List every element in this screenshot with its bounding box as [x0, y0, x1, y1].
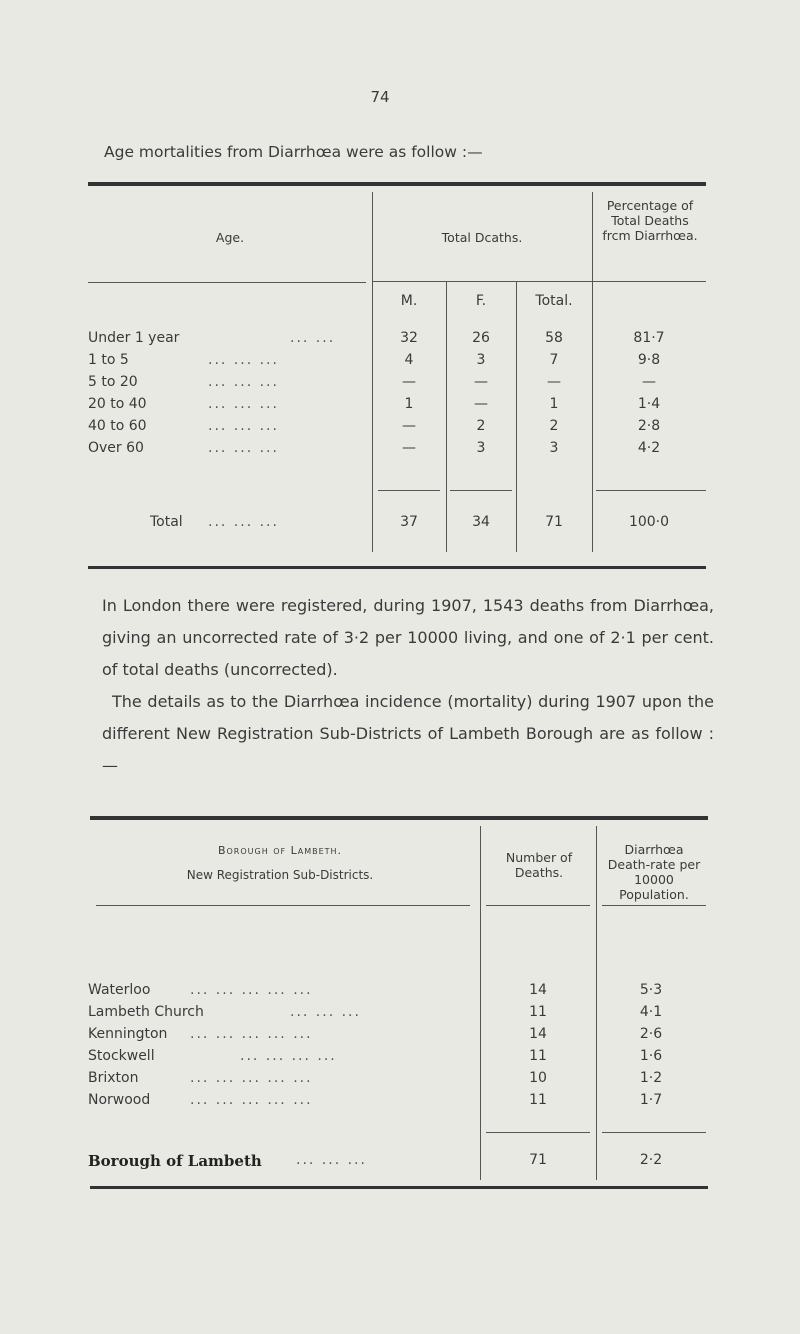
cell-percentage: 9·8 [637, 352, 661, 368]
cell-percentage: 4·2 [637, 440, 661, 456]
death-rate: 1·7 [639, 1092, 663, 1108]
total-percentage: 100·0 [628, 514, 670, 530]
leader-dots: ... ... ... [208, 352, 279, 368]
cell-percentage: 2·8 [637, 418, 661, 434]
deaths-count: 14 [529, 982, 547, 998]
column-divider [446, 282, 447, 552]
column-divider [372, 192, 373, 552]
table-bottom-rule [88, 566, 706, 569]
page-number: 74 [370, 88, 390, 106]
column-divider [480, 826, 481, 1180]
cell-f: 2 [476, 418, 486, 434]
cell-total: 1 [549, 396, 559, 412]
cell-total: 58 [545, 330, 563, 346]
deaths-count: 11 [529, 1004, 547, 1020]
death-rate: 5·3 [639, 982, 663, 998]
cell-total: 2 [549, 418, 559, 434]
subdistrict-name: Stockwell [88, 1048, 155, 1064]
leader-dots: ... ... ... [208, 418, 279, 434]
cell-f: — [474, 396, 488, 412]
paragraph-london: In London there were registered, during 1907, 1543 deaths from Diarrhœa, giving an uncorrected rate of 3·2 per 10000 living, and one of 2·1 per cent. of total deaths (uncorrected). [102, 596, 714, 679]
intro-text: Age mortalities from Diarrhœa were as follow :— [104, 143, 483, 161]
leader-dots: ... ... ... ... ... [190, 1026, 313, 1042]
subdistrict-name: Kennington [88, 1026, 168, 1042]
death-rate: 1·6 [639, 1048, 663, 1064]
header-rule [96, 905, 470, 906]
total-m: 37 [400, 514, 418, 530]
table-top-rule [90, 816, 708, 820]
leader-dots: ... ... ... ... ... [190, 1070, 313, 1086]
header-borough: Borough of Lambeth. [217, 844, 343, 857]
leader-dots: ... ... ... ... [240, 1048, 337, 1064]
header-number-of-deaths: Number of Deaths. [505, 850, 573, 880]
header-rule [372, 281, 706, 282]
subdistrict-name: Norwood [88, 1092, 151, 1108]
deaths-count: 10 [529, 1070, 547, 1086]
row-label: 40 to 60 [88, 418, 147, 434]
cell-total: 3 [549, 440, 559, 456]
total-label: Total [150, 514, 183, 530]
cell-m: 32 [400, 330, 418, 346]
cell-total: — [547, 374, 561, 390]
cell-f: 26 [472, 330, 490, 346]
table-bottom-rule [90, 1186, 708, 1189]
leader-dots: ... ... ... [290, 1004, 361, 1020]
row-label: Under 1 year [88, 330, 180, 346]
header-percentage: Percentage of Total Deaths frcm Diarrhœa. [602, 198, 698, 243]
death-rate: 2·6 [639, 1026, 663, 1042]
leader-dots: ... ... [290, 330, 336, 346]
header-rule [486, 905, 590, 906]
subheader-m: M. [400, 293, 418, 309]
total-label: Borough of Lambeth [88, 1152, 262, 1170]
cell-m: 4 [404, 352, 414, 368]
total-rule [450, 490, 512, 491]
total-f: 34 [472, 514, 490, 530]
subdistrict-name: Lambeth Church [88, 1004, 204, 1020]
cell-m: 1 [404, 396, 414, 412]
leader-dots: ... ... ... [208, 514, 279, 530]
subheader-total: Total. [535, 293, 573, 309]
header-age: Age. [215, 230, 245, 245]
column-divider [596, 826, 597, 1180]
total-rule [602, 1132, 706, 1133]
cell-m: — [402, 440, 416, 456]
total-rule [596, 490, 706, 491]
cell-percentage: 81·7 [633, 330, 665, 346]
deaths-count: 14 [529, 1026, 547, 1042]
header-death-rate: Diarrhœa Death-rate per 10000 Population. [607, 842, 701, 902]
total-rate: 2·2 [639, 1152, 663, 1168]
header-subdistricts: New Registration Sub-Districts. [186, 868, 374, 882]
leader-dots: ... ... ... [208, 374, 279, 390]
leader-dots: ... ... ... ... ... [190, 1092, 313, 1108]
row-label: Over 60 [88, 440, 144, 456]
header-rule [88, 282, 366, 283]
row-label: 20 to 40 [88, 396, 147, 412]
cell-percentage: 1·4 [637, 396, 661, 412]
cell-m: — [402, 418, 416, 434]
subdistrict-name: Brixton [88, 1070, 139, 1086]
column-divider [516, 282, 517, 552]
row-label: 1 to 5 [88, 352, 129, 368]
deaths-count: 11 [529, 1092, 547, 1108]
cell-percentage: — [642, 374, 656, 390]
deaths-count: 11 [529, 1048, 547, 1064]
cell-m: — [402, 374, 416, 390]
paragraph-details: The details as to the Diarrhœa incidence (mortality) during 1907 upon the different New Registration Sub-Districts of Lambeth Borough are as follow :— [102, 692, 714, 775]
header-total-deaths: Total Dcaths. [441, 230, 523, 245]
death-rate: 1·2 [639, 1070, 663, 1086]
leader-dots: ... ... ... [296, 1152, 367, 1168]
leader-dots: ... ... ... [208, 440, 279, 456]
column-divider [592, 192, 593, 552]
total-deaths: 71 [529, 1152, 547, 1168]
cell-f: — [474, 374, 488, 390]
cell-f: 3 [476, 352, 486, 368]
total-rule [486, 1132, 590, 1133]
leader-dots: ... ... ... ... ... [190, 982, 313, 998]
subdistrict-name: Waterloo [88, 982, 151, 998]
total-rule [378, 490, 440, 491]
death-rate: 4·1 [639, 1004, 663, 1020]
table-top-rule [88, 182, 706, 186]
leader-dots: ... ... ... [208, 396, 279, 412]
row-label: 5 to 20 [88, 374, 138, 390]
subheader-f: F. [475, 293, 487, 309]
cell-f: 3 [476, 440, 486, 456]
cell-total: 7 [549, 352, 559, 368]
header-rule [602, 905, 706, 906]
total-total: 71 [545, 514, 563, 530]
